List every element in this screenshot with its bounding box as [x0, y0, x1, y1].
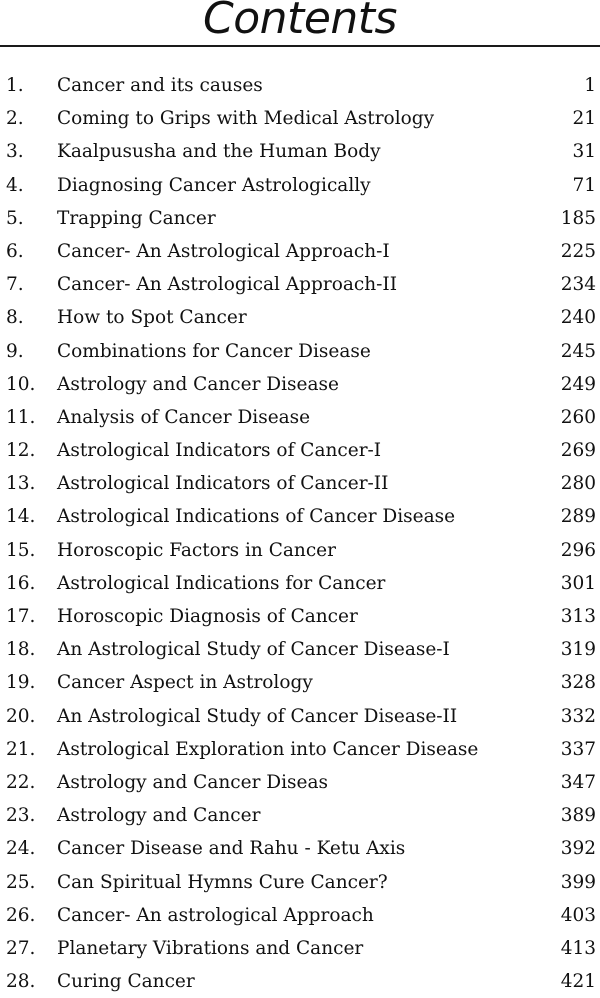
chapter-title: Cancer Aspect in Astrology [57, 672, 313, 694]
chapter-number: 19. [6, 672, 36, 694]
page-number: 71 [572, 174, 596, 196]
toc-entry [0, 534, 600, 567]
chapter-title: An Astrological Study of Cancer Disease-II [57, 705, 458, 727]
toc-entry [0, 102, 600, 135]
chapter-number: 28. [6, 971, 36, 993]
toc-entry [0, 666, 600, 699]
page-number: 289 [560, 506, 596, 528]
chapter-number: 20. [6, 705, 36, 727]
chapter-title: Astrology and Cancer Diseas [57, 771, 329, 793]
page-number: 21 [572, 108, 596, 130]
chapter-title: Kaalpususha and the Human Body [57, 141, 381, 163]
chapter-number: 8. [6, 307, 24, 329]
page-number: 421 [560, 971, 596, 993]
page-number: 1 [584, 75, 596, 96]
toc-entry [0, 301, 600, 334]
chapter-title: Astrological Indications for Cancer [57, 572, 386, 594]
page-number: 31 [572, 141, 596, 163]
page-number: 399 [560, 871, 596, 893]
chapter-number: 2. [6, 108, 24, 130]
page-number: 319 [560, 639, 596, 661]
toc-entry [0, 832, 600, 865]
chapter-title: An Astrological Study of Cancer Disease-I [57, 639, 450, 661]
chapter-title: Planetary Vibrations and Cancer [57, 937, 364, 959]
chapter-title: Cancer and its causes [57, 75, 263, 96]
chapter-title: Astrological Indications of Cancer Disease [57, 506, 456, 528]
chapter-title: Cancer- An Astrological Approach-I [57, 240, 390, 262]
chapter-number: 16. [6, 572, 36, 594]
chapter-number: 22. [6, 771, 36, 793]
toc-entry [0, 633, 600, 666]
toc-entry [0, 335, 600, 368]
chapter-title: Can Spiritual Hymns Cure Cancer? [57, 871, 388, 893]
page-number: 413 [560, 937, 596, 959]
toc-entry [0, 467, 600, 500]
chapter-number: 23. [6, 805, 36, 827]
chapter-number: 18. [6, 639, 36, 661]
chapter-title: Astrological Indicators of Cancer-I [57, 440, 382, 462]
chapter-title: Analysis of Cancer Disease [57, 406, 311, 428]
page-number: 249 [560, 373, 596, 395]
chapter-number: 17. [6, 606, 36, 627]
chapter-number: 9. [6, 340, 24, 362]
toc-entry [0, 965, 600, 998]
chapter-title: Horoscopic Diagnosis of Cancer [57, 606, 358, 627]
toc-entry [0, 567, 600, 600]
chapter-title: Combinations for Cancer Disease [57, 340, 371, 362]
toc-entry [0, 368, 600, 401]
page-number: 185 [560, 207, 596, 229]
page-number: 260 [560, 406, 596, 428]
toc-entry [0, 500, 600, 533]
page-number: 234 [560, 274, 596, 296]
chapter-number: 25. [6, 871, 36, 893]
chapter-title: Trapping Cancer [57, 207, 216, 229]
page-number: 403 [560, 904, 596, 926]
chapter-number: 1. [6, 75, 24, 96]
page-number: 313 [560, 606, 596, 627]
chapter-number: 14. [6, 506, 36, 528]
contents-list [0, 69, 600, 998]
chapter-number: 13. [6, 473, 36, 495]
chapter-number: 10. [6, 373, 36, 395]
chapter-number: 15. [6, 539, 36, 561]
toc-entry [0, 600, 600, 633]
toc-entry [0, 766, 600, 799]
chapter-number: 11. [6, 406, 36, 428]
page-title: Contents [203, 0, 397, 44]
page-number: 225 [560, 240, 596, 262]
page-number: 332 [560, 705, 596, 727]
toc-entry [0, 69, 600, 102]
toc-entry [0, 932, 600, 965]
chapter-number: 12. [6, 440, 36, 462]
toc-entry [0, 434, 600, 467]
page-number: 301 [560, 572, 596, 594]
chapter-number: 27. [6, 937, 36, 959]
toc-entry [0, 202, 600, 235]
toc-entry [0, 799, 600, 832]
chapter-title: Curing Cancer [57, 971, 195, 993]
chapter-title: Cancer Disease and Rahu - Ketu Axis [57, 838, 406, 860]
chapter-number: 4. [6, 174, 24, 196]
chapter-title: Diagnosing Cancer Astrologically [57, 174, 371, 196]
page-number: 392 [560, 838, 596, 860]
toc-entry [0, 401, 600, 434]
page-number: 280 [560, 473, 596, 495]
toc-entry [0, 169, 600, 202]
toc-entry [0, 899, 600, 932]
chapter-title: Coming to Grips with Medical Astrology [57, 108, 435, 130]
page-number: 328 [560, 672, 596, 694]
toc-entry [0, 700, 600, 733]
chapter-number: 21. [6, 738, 36, 760]
chapter-title: Astrological Exploration into Cancer Disease [57, 738, 479, 760]
toc-entry [0, 235, 600, 268]
chapter-title: Astrological Indicators of Cancer-II [57, 473, 389, 495]
toc-entry [0, 866, 600, 899]
toc-entry [0, 733, 600, 766]
chapter-number: 3. [6, 141, 24, 163]
chapter-title: Cancer- An Astrological Approach-II [57, 274, 398, 296]
chapter-title: Horoscopic Factors in Cancer [57, 539, 336, 561]
page-number: 347 [560, 771, 596, 793]
toc-entry [0, 268, 600, 301]
page-number: 269 [560, 440, 596, 462]
page-number: 245 [560, 340, 596, 362]
chapter-number: 6. [6, 240, 24, 262]
chapter-title: Cancer- An astrological Approach [57, 904, 374, 926]
chapter-number: 24. [6, 838, 36, 860]
page-number: 337 [560, 738, 596, 760]
chapter-title: Astrology and Cancer Disease [57, 373, 339, 395]
page-number: 240 [560, 307, 596, 329]
toc-entry [0, 135, 600, 168]
chapter-title: How to Spot Cancer [57, 307, 247, 329]
page-number: 296 [560, 539, 596, 561]
chapter-number: 7. [6, 274, 24, 296]
chapter-title: Astrology and Cancer [57, 805, 261, 827]
title-divider [0, 45, 600, 47]
chapter-number: 26. [6, 904, 36, 926]
chapter-number: 5. [6, 207, 24, 229]
page-number: 389 [560, 805, 596, 827]
